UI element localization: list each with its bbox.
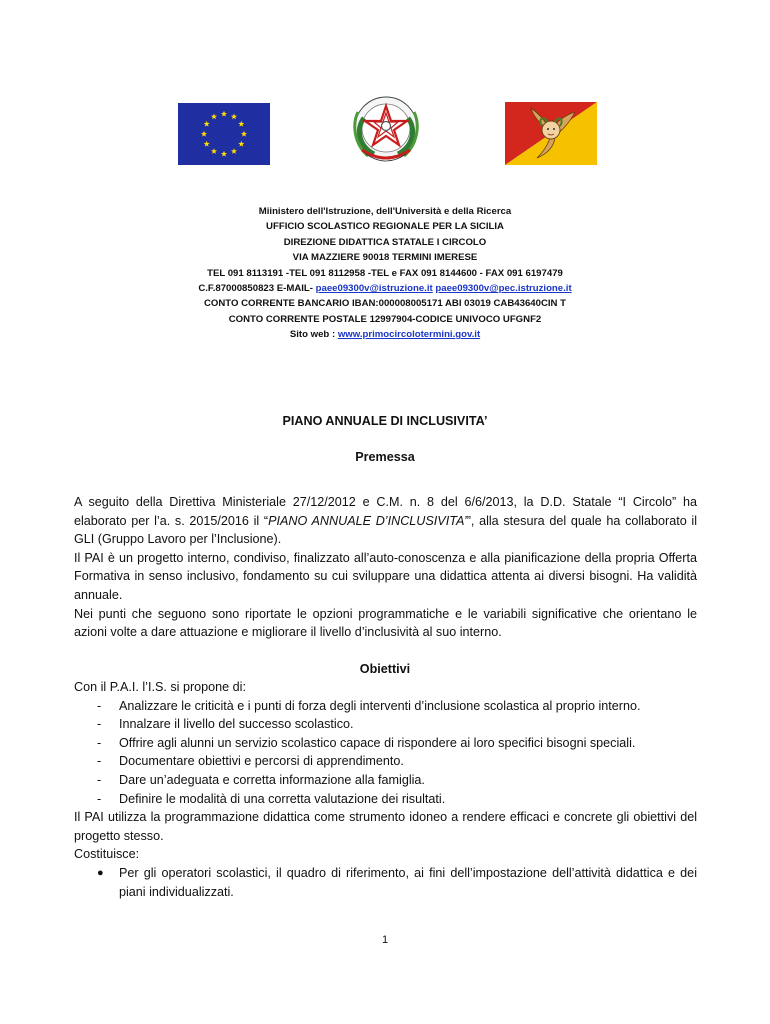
website-line (120, 327, 650, 342)
list-item (74, 864, 697, 901)
phone-line: TEL 091 8113191 -TEL 091 8112958 -TEL e FAX 091 8144600 - FAX 091 6197479 (207, 267, 563, 279)
list-item (74, 715, 697, 734)
list-item-text: Documentare obiettivi e percorsi di apprendimento. (119, 754, 404, 769)
dash-marker: - (97, 735, 102, 750)
premessa-title-italic: PIANO ANNUALE D’INCLUSIVITA’ (268, 513, 467, 528)
website-label: Sito web : (289, 329, 338, 341)
email-link-1[interactable]: paee09300v@istruzione.it (315, 283, 433, 295)
list-item (74, 752, 697, 771)
website-link[interactable]: www.primocircolotermini.gov.it (337, 329, 481, 341)
dash-marker: - (97, 698, 102, 713)
sicily-flag-icon (505, 102, 597, 165)
costituisce-label: Costituisce: (74, 847, 140, 862)
pai-paragraph: Il PAI utilizza la programmazione didattica come strumento idoneo a rendere efficaci e concrete gli obiettivi del progetto stesso. (74, 810, 697, 843)
email-link-2[interactable]: paee09300v@pec.istruzione.it (435, 283, 572, 295)
email-line (120, 281, 650, 296)
premessa-paragraph-2: Il PAI è un progetto interno, condiviso, finalizzato all’auto-conoscenza e alla pianificazione della propria Offerta Formativa in senso inclusivo, fondamento su cui sviluppare una didattica attenta ai diversi bisogni. Ha validità annuale. (74, 550, 697, 602)
dash-marker: - (97, 754, 102, 769)
list-item (74, 771, 697, 790)
ministry-line: Miinistero dell'Istruzione, dell'Università e della Ricerca (258, 206, 512, 217)
list-item-text: Innalzare il livello del successo scolastico. (119, 717, 354, 732)
premessa-heading: Premessa (355, 450, 415, 464)
fiscal-code-label: C.F.87000850823 E-MAIL- (198, 283, 316, 295)
dash-marker: - (97, 772, 102, 787)
direction-line: DIREZIONE DIDATTICA STATALE I CIRCOLO (283, 236, 487, 248)
costituisce-list (74, 864, 697, 901)
obiettivi-heading: Obiettivi (359, 662, 411, 676)
premessa-text-b: ”, alla stesura del quale ha collaborato il GLI (Gruppo Lavoro per l’Inclusione). (74, 513, 697, 547)
dash-marker: - (97, 791, 102, 806)
list-item-text: Analizzare le criticità e i punti di forza degli interventi d’inclusione scolastica al proprio interno. (119, 698, 641, 713)
list-item (74, 697, 697, 716)
premessa-paragraph-3: Nei punti che seguono sono riportate le opzioni programmatiche e le variabili significative che orientano le azioni volte a dare attuazione e migliorare il livello d’inclusività al suo interno. (74, 606, 697, 640)
bullet-marker: ● (97, 866, 104, 879)
obiettivi-body (74, 678, 697, 901)
premessa-body (74, 493, 697, 642)
bank-account-line: CONTO CORRENTE BANCARIO IBAN:000008005171 ABI 03019 CAB43640CIN T (203, 298, 567, 310)
list-item-text: Definire le modalità di una corretta valutazione dei risultati. (119, 791, 446, 806)
italian-republic-emblem-icon (344, 88, 428, 168)
list-item (74, 734, 697, 753)
eu-flag-icon (178, 103, 270, 165)
header-logos (0, 88, 770, 168)
list-item-text: Per gli operatori scolastici, il quadro di riferimento, ai fini dell’impostazione dell’attività didattica e dei piani individualizzati. (119, 865, 697, 899)
premessa-paragraph-1 (74, 493, 697, 549)
list-item-text: Dare un’adeguata e corretta informazione alla famiglia. (119, 772, 425, 787)
institution-header (120, 204, 650, 343)
postal-account-line: CONTO CORRENTE POSTALE 12997904-CODICE UNIVOCO UFGNF2 (228, 313, 542, 325)
document-title: PIANO ANNUALE DI INCLUSIVITA’ (282, 414, 488, 428)
list-item (74, 790, 697, 809)
regional-office-line: UFFICIO SCOLASTICO REGIONALE PER LA SICILIA (266, 221, 504, 233)
list-item-text: Offrire agli alunni un servizio scolastico capace di rispondere ai loro specifici bisogni speciali. (119, 735, 636, 750)
obiettivi-intro: Con il P.A.I. l’I.S. si propone di: (74, 680, 246, 694)
address-line: VIA MAZZIERE 90018 TERMINI IMERESE (292, 252, 478, 264)
page-number: 1 (381, 934, 389, 946)
obiettivi-list (74, 697, 697, 809)
dash-marker: - (97, 717, 102, 732)
premessa-text-a: A seguito della Direttiva Ministeriale 27/12/2012 e C.M. n. 8 del 6/6/2013, la D.D. Statale “I Circolo” ha elaborato per l’a. s. 2015/2016 il “ (74, 495, 697, 528)
